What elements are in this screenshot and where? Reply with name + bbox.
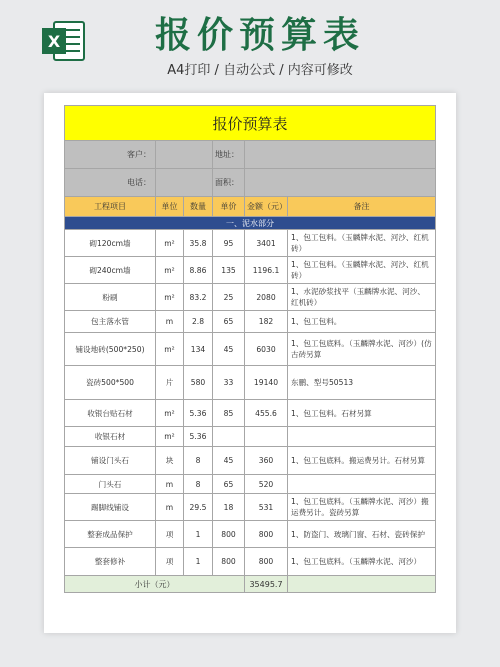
section-title: 一、泥水部分 (65, 217, 436, 230)
cell-qty[interactable]: 1 (184, 548, 213, 576)
phone-label: 电话： (65, 169, 156, 197)
cell-price[interactable]: 25 (213, 284, 245, 311)
table-row (65, 366, 436, 400)
subtotal-value: 35495.7 (245, 576, 288, 593)
cell-unit[interactable]: 项 (156, 521, 184, 548)
cell-qty[interactable]: 2.8 (184, 311, 213, 333)
table-row (65, 548, 436, 576)
cell-unit[interactable]: m² (156, 257, 184, 284)
cell-price[interactable]: 45 (213, 447, 245, 475)
cell-qty[interactable]: 35.8 (184, 230, 213, 257)
cell-note[interactable]: 1、防盗门、玻璃门窗、石材、瓷砖保护 (288, 521, 436, 548)
client-value[interactable] (156, 141, 213, 169)
cell-qty[interactable]: 8.86 (184, 257, 213, 284)
cell-amount[interactable]: 1196.1 (245, 257, 288, 284)
cell-note[interactable]: 1、包工包底料。搬运费另计。石材另算 (288, 447, 436, 475)
area-label: 面积： (213, 169, 245, 197)
area-value[interactable] (245, 169, 436, 197)
column-header-row (65, 197, 436, 217)
cell-amount[interactable]: 800 (245, 521, 288, 548)
table-row (65, 521, 436, 548)
cell-item[interactable]: 收银台贴石材 (65, 400, 156, 427)
cell-unit[interactable]: m (156, 475, 184, 494)
table-row (65, 494, 436, 521)
cell-note[interactable]: 1、包工包料。石材另算 (288, 400, 436, 427)
cell-note[interactable] (288, 475, 436, 494)
cell-qty[interactable]: 29.5 (184, 494, 213, 521)
cell-price[interactable]: 800 (213, 548, 245, 576)
table-row (65, 400, 436, 427)
cell-unit[interactable]: m² (156, 427, 184, 447)
col-header-note: 备注 (288, 197, 436, 217)
spreadsheet-page (44, 93, 456, 633)
cell-price[interactable]: 33 (213, 366, 245, 400)
cell-item[interactable]: 砌240cm墙 (65, 257, 156, 284)
subtotal-note (288, 576, 436, 593)
cell-qty[interactable]: 8 (184, 475, 213, 494)
svg-text:X: X (47, 32, 61, 51)
table-row (65, 447, 436, 475)
cell-item[interactable]: 包主落水管 (65, 311, 156, 333)
cell-unit[interactable]: 片 (156, 366, 184, 400)
section-row (65, 217, 436, 230)
cell-item[interactable]: 铺设门头石 (65, 447, 156, 475)
cell-amount[interactable]: 182 (245, 311, 288, 333)
col-header-item: 工程项目 (65, 197, 156, 217)
cell-price[interactable]: 85 (213, 400, 245, 427)
cell-item[interactable]: 砌120cm墙 (65, 230, 156, 257)
cell-qty[interactable]: 134 (184, 333, 213, 366)
cell-price[interactable]: 65 (213, 475, 245, 494)
cell-item[interactable]: 整套修补 (65, 548, 156, 576)
cell-note[interactable]: 1、包工包底料。（玉麟牌水泥、河沙）搬运费另计。瓷砖另算 (288, 494, 436, 521)
cell-unit[interactable]: m² (156, 333, 184, 366)
client-row (65, 141, 436, 169)
cell-amount[interactable]: 520 (245, 475, 288, 494)
cell-note[interactable]: 1、包工包料。（玉麟牌水泥、河沙、红机砖） (288, 230, 436, 257)
cell-note[interactable]: 1、包工包底料。（玉麟牌水泥、河沙） (288, 548, 436, 576)
cell-note[interactable]: 1、水泥砂浆找平（玉麟牌水泥、河沙、红机砖） (288, 284, 436, 311)
cell-qty[interactable]: 8 (184, 447, 213, 475)
cell-qty[interactable]: 5.36 (184, 400, 213, 427)
page-title: 报价预算表 (154, 15, 365, 56)
table-row (65, 284, 436, 311)
cell-qty[interactable]: 83.2 (184, 284, 213, 311)
cell-amount[interactable]: 800 (245, 548, 288, 576)
cell-unit[interactable]: m² (156, 230, 184, 257)
cell-unit[interactable]: 项 (156, 548, 184, 576)
cell-unit[interactable]: m² (156, 400, 184, 427)
cell-item[interactable]: 整套成品保护 (65, 521, 156, 548)
cell-note[interactable]: 1、包工包料。 (288, 311, 436, 333)
cell-amount[interactable]: 6030 (245, 333, 288, 366)
cell-item[interactable]: 瓷砖500*500 (65, 366, 156, 400)
page-subtitle: A4打印 / 自动公式 / 内容可修改 (167, 63, 353, 78)
quote-table (64, 105, 436, 593)
page-header (0, 0, 500, 92)
client-label: 客户： (65, 141, 156, 169)
cell-note[interactable] (288, 427, 436, 447)
cell-price[interactable]: 135 (213, 257, 245, 284)
cell-item[interactable]: 铺设地砖(500*250) (65, 333, 156, 366)
cell-item[interactable]: 踢脚线铺设 (65, 494, 156, 521)
cell-price[interactable]: 65 (213, 311, 245, 333)
cell-amount[interactable]: 3401 (245, 230, 288, 257)
cell-item[interactable]: 门头石 (65, 475, 156, 494)
subtotal-row (65, 576, 436, 593)
col-header-qty: 数量 (184, 197, 213, 217)
table-row (65, 257, 436, 284)
cell-price[interactable] (213, 427, 245, 447)
col-header-price: 单价 (213, 197, 245, 217)
cell-unit[interactable]: m (156, 311, 184, 333)
cell-unit[interactable]: m (156, 494, 184, 521)
table-row (65, 230, 436, 257)
col-header-unit: 单位 (156, 197, 184, 217)
cell-item[interactable]: 粉刷 (65, 284, 156, 311)
table-row (65, 333, 436, 366)
cell-qty[interactable]: 1 (184, 521, 213, 548)
col-header-amount: 金额（元） (245, 197, 288, 217)
cell-note[interactable]: 1、包工包底料。（玉麟牌水泥、河沙）(仿古砖另算 (288, 333, 436, 366)
table-row (65, 475, 436, 494)
cell-qty[interactable]: 580 (184, 366, 213, 400)
cell-item[interactable]: 收银石材 (65, 427, 156, 447)
subtotal-label: 小计（元） (65, 576, 245, 593)
excel-logo-icon (40, 18, 86, 64)
cell-amount[interactable]: 19140 (245, 366, 288, 400)
cell-amount[interactable] (245, 427, 288, 447)
cell-price[interactable]: 95 (213, 230, 245, 257)
cell-price[interactable]: 800 (213, 521, 245, 548)
cell-amount[interactable]: 455.6 (245, 400, 288, 427)
cell-qty[interactable]: 5.36 (184, 427, 213, 447)
cell-note[interactable]: 东鹏、型号50513 (288, 366, 436, 400)
phone-value[interactable] (156, 169, 213, 197)
cell-unit[interactable]: 块 (156, 447, 184, 475)
cell-note[interactable]: 1、包工包料。（玉麟牌水泥、河沙、红机砖） (288, 257, 436, 284)
phone-row (65, 169, 436, 197)
address-value[interactable] (245, 141, 436, 169)
cell-price[interactable]: 18 (213, 494, 245, 521)
cell-amount[interactable]: 2080 (245, 284, 288, 311)
table-row (65, 427, 436, 447)
cell-amount[interactable]: 531 (245, 494, 288, 521)
sheet-title: 报价预算表 (65, 106, 436, 141)
sheet-title-row (65, 106, 436, 141)
address-label: 地址： (213, 141, 245, 169)
cell-amount[interactable]: 360 (245, 447, 288, 475)
cell-unit[interactable]: m² (156, 284, 184, 311)
cell-price[interactable]: 45 (213, 333, 245, 366)
table-row (65, 311, 436, 333)
